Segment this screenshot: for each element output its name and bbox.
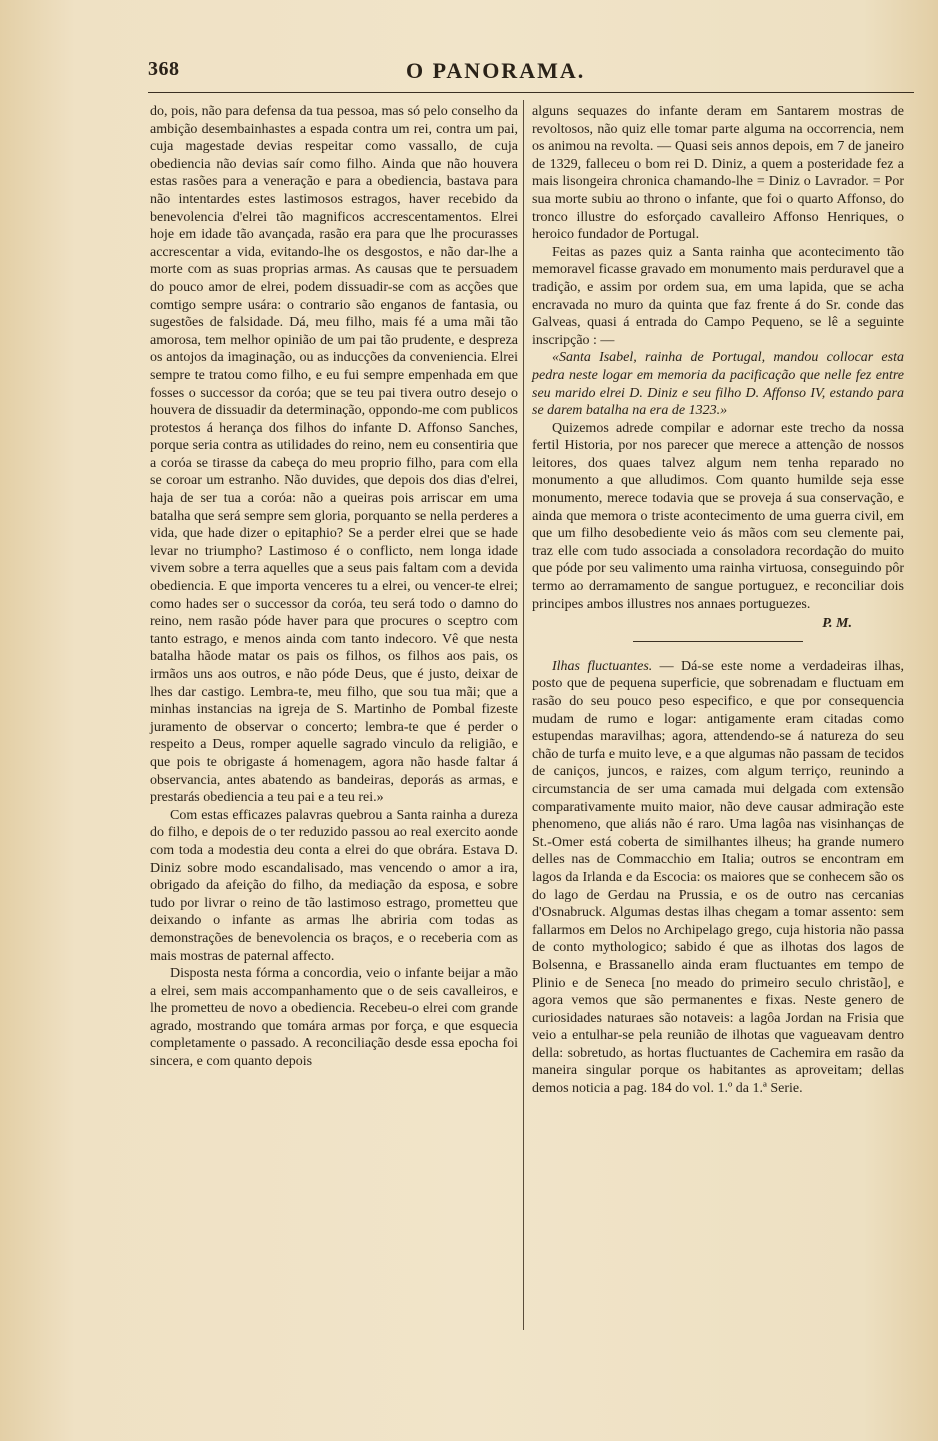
article-heading: Ilhas fluctuantes. xyxy=(552,658,653,674)
left-paragraph-3: Disposta nesta fórma a concordia, veio o infante beijar a mão a elrei, sem mais accompanhamento que o de seis cavalleiros, e lhe prometteu de novo a obediencia. Recebeu-o elrei com grande agrado, mostrando que tomára armas por força, e que esquecia completamente o passado. A reconciliação desde essa epocha foi sincera, e com quanto depois xyxy=(150,966,518,1070)
author-signature: P. M. xyxy=(822,616,852,632)
page-number: 368 xyxy=(148,58,180,80)
section-separator xyxy=(633,641,803,642)
right-paragraph-3: Quizemos adrede compilar e adornar este trecho da nossa fertil Historia, por nos parecer que merece a attenção de nossos leitores, dos quaes talvez algum nem tenha reparado no monumento a que alludimos. Com quanto humilde seja esse monumento, merece todavia que se proveja á sua conservação, e ainda que memora o triste acontecimento de uma guerra civil, em que um filho desobediente veio ás mãos com seu clemente pai, traz elle com tudo associada a consoladora recordação do muito que póde por seu valimento uma rainha virtuosa, conseguindo pôr termo ao derramamento de sangue portuguez, e reconciliar dois principes ambos illustres nos annaes portuguezes. xyxy=(532,420,904,612)
right-paragraph-2: Feitas as pazes quiz a Santa rainha que acontecimento tão memoravel ficasse gravado em monumento mais perduravel que a tradição, e assim por ordem sua, em uma lapida, que se acha encravada no muro da quinta que faz frente á do Sr. conde das Galveas, quasi á entrada do Campo Pequeno, se lê a seguinte inscripção : — xyxy=(532,244,904,348)
inscription-quote: «Santa Isabel, rainha de Portugal, mandou collocar esta pedra neste logar em memoria da pacificação que nelle fez entre seu marido elrei D. Diniz e seu filho D. Affonso IV, estando para se darem batalha na era de 1323.» xyxy=(532,350,904,419)
left-paragraph-2: Com estas efficazes palavras quebrou a Santa rainha a dureza do filho, e depois de o ter reduzido passou ao real exercito aonde com toda a modestia deu conta a elrei do que obrára. Estava D. Diniz sobre modo escandalisado, mas vencendo o amor a ira, obrigado da afeição do filho, da mediação da esposa, e sobre tudo por livrar o reino de tão lastimoso estrago, prometteu que deixando o infante as armas lhe abriria com todas as demonstrações de benevolencia os braços, e o receberia com as mais mostras de paternal affecto. xyxy=(150,807,518,964)
journal-title: O PANORAMA. xyxy=(406,58,586,83)
column-divider xyxy=(523,100,524,1330)
right-paragraph-1: alguns sequazes do infante deram em Santarem mostras de revoltosos, não quiz elle tomar parte alguma na occorrencia, nem os animou na revolta. — Quasi seis annos depois, em 7 de janeiro de 1329, falleceu o bom rei D. Diniz, a quem a posteridade fez a mais lisongeira chronica chamando-lhe = Diniz o Lavrador. = Por sua morte subiu ao throno o infante, que foi o quarto Affonso, do tronco illustre do esforçado cavalleiro Affonso Henriques, o heroico fundador de Portugal. xyxy=(532,104,904,243)
right-column xyxy=(532,103,904,1098)
article-body: — Dá-se este nome a verdadeiras ilhas, posto que de pequena superficie, que sobrenadam e fluctuam em rasão do seu pouco peso especifico, e que por consequencia mudam de rumo e logar: antigamente eram citadas como estupendas maravilhas; agora, attendendo-se á natureza do seu chão de turfa e muito leve, e a que algumas não passam de tecidos de caniços, juncos, e raizes, com algum terriço, reunindo a circumstancia de ser uma camada mui delgada com extensão comparativamente muito maior, não deve causar admiração este phenomeno, que aliás não é raro. Uma lagôa nas visinhanças de St.-Omer está coberta de similhantes ilheus; ha grande numero delles nas de Commacchio em Italia; outros se encontram em lagos da Irlanda e da Escocia: os maiores que se conhecem são os do lago de Gerdau na Prussia, e os de outro nas cercanias d'Osnabruck. Algumas destas ilhas chegam a tomar assento: sem fallarmos em Delos no Archipelago grego, cuja historia não passa de conto mythologico; sabido é que as ilhotas dos lagos de Bolsenna, e Brassanello ainda eram fluctuantes em tempo de Plinio e de Seneca [no meado do primeiro seculo christão], e agora vemos que são permanentes e fixas. Neste genero de curiosidades naturaes são notaveis: a lagôa Jordan na Frisia que veio a entulhar-se pela reunião de ilhotas que vagueavam dentro della: sobretudo, as hortas fluctuantes de Cachemira em rasão da maneira singular porque os habitantes as aproveitam; dellas demos noticia a pag. 184 do vol. 1.º da 1.ª Serie. xyxy=(532,658,904,1097)
left-column xyxy=(150,103,518,1071)
page-header xyxy=(148,58,914,86)
left-paragraph-1: do, pois, não para defensa da tua pessoa, mas só pelo conselho da ambição desembainhastes a espada contra um rei, contra um pai, cuja magestade devias respeitar como vassallo, de cuja obediencia não devias saír como filho. Ainda que não houvera estas rasões para a veneração e para a obediencia, bastava para não intentardes estes lastimosos estragos, haver recebido da benevolencia d'elrei tão magnificos accrescentamentos. Elrei hoje em idade tão avançada, rasão era para que lhe procurasses accrescentar a vida, evitando-lhe os desgostos, e não dar-lhe a morte com as suas proprias armas. As causas que te persuadem do pouco amor de elrei, podem dissuadir-se com as acções que comtigo sempre usára: o contrario são enganos de fantasia, ou sugestões de falsidade. Dá, meu filho, mais fé a uma mãi tão amorosa, tem melhor opinião de um pai tão prudente, e despreza os antojos da imaginação, ou as inducções da conveniencia. Elrei sempre te tratou como filho, e eu fui sempre empenhada em que fosses o successor da coróa; que se teu pai tivera outro desejo o houvera de dissuadir da determinação, oppondo-me com publicos protestos á herança dos filhos do infante D. Affonso Sanches, porque seria contra as utilidades do reino, nem eu consentiria que a coróa se tirasse da cabeça do meu proprio filho, para com ella se coroar um estranho. Não duvides, que depois dos dias d'elrei, haja de ser tua a coróa: não a queiras pois arriscar em uma batalha que será sempre sem gloria, porquanto se nella perderes a vida, que hade dizer o epitaphio? Se a perder elrei que se hade levar no triumpho? Lastimoso é o conflicto, nem longa idade vivem sobre a terra aquelles que a seus pais faltam com a devida obediencia. E que importa venceres tu a elrei, ou vencer-te elrei; como hades ser o successor da coróa, teu será todo o damno do reino, nem rasão póde haver para que procures o sceptro com tanto estrago, e menos ainda com tanto indecoro. Vê que nesta batalha hãode matar os pais os filhos, os filhos aos pais, os irmãos uns aos outros, e não póde Deus, que é justo, deixar de lhes dar castigo. Lembra-te, meu filho, que sou tua mãi; que a minhas instancias na igreja de S. Martinho de Pombal fizeste juramento de observar o concerto; lembra-te que é perder o respeito a Deus, romper aquelle sagrado vinculo da religião, e que pois te obrigaste á homenagem, agora não hasde faltar á observancia, antes abatendo as bandeiras, deporás as armas, e prestarás obediencia a teu pai e a teu rei.» xyxy=(150,104,518,806)
article-floating-islands xyxy=(532,658,904,1098)
header-rule xyxy=(148,92,914,93)
